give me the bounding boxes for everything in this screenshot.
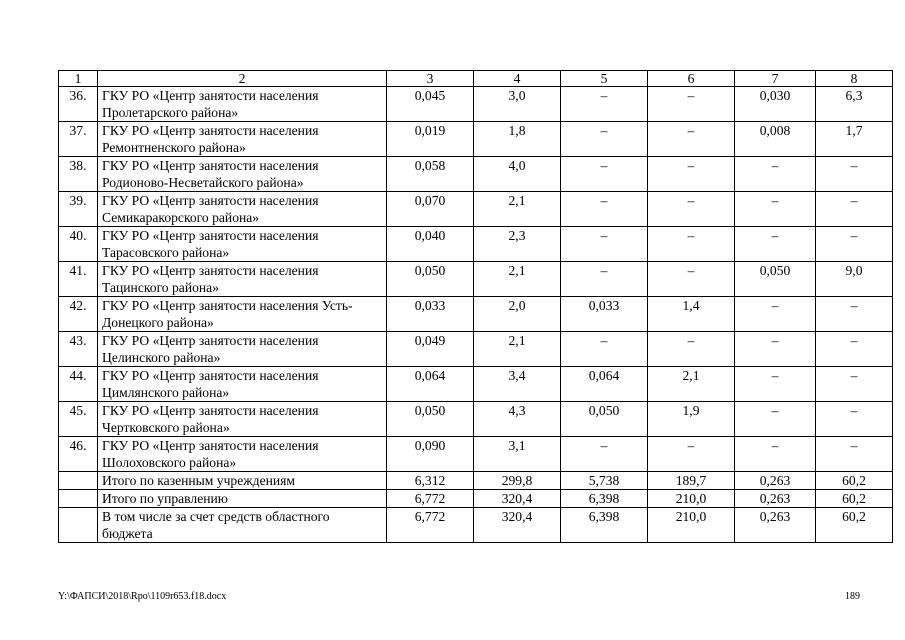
- value-cell: 1,4: [648, 297, 735, 332]
- row-number-cell: 42.: [59, 297, 98, 332]
- value-cell: 320,4: [474, 490, 561, 508]
- value-cell: 0,070: [387, 192, 474, 227]
- value-cell: –: [816, 192, 893, 227]
- value-cell: 60,2: [816, 490, 893, 508]
- value-cell: 4,3: [474, 402, 561, 437]
- institution-name-cell: ГКУ РО «Центр занятости населения Ремонтненского района»: [98, 122, 387, 157]
- value-cell: –: [648, 332, 735, 367]
- table-row: [59, 262, 893, 297]
- column-header: 6: [648, 71, 735, 87]
- table-body: [59, 71, 893, 543]
- value-cell: –: [561, 157, 648, 192]
- value-cell: 3,0: [474, 87, 561, 122]
- value-cell: 3,1: [474, 437, 561, 472]
- value-cell: 3,4: [474, 367, 561, 402]
- value-cell: 0,050: [735, 262, 816, 297]
- table-row: [59, 367, 893, 402]
- value-cell: –: [735, 437, 816, 472]
- value-cell: –: [648, 122, 735, 157]
- value-cell: 2,1: [648, 367, 735, 402]
- value-cell: 2,1: [474, 332, 561, 367]
- institution-name-cell: ГКУ РО «Центр занятости населения Родионово-Несветайского района»: [98, 157, 387, 192]
- value-cell: 0,030: [735, 87, 816, 122]
- table-row: [59, 87, 893, 122]
- value-cell: 6,3: [816, 87, 893, 122]
- column-header: 4: [474, 71, 561, 87]
- total-row: [59, 472, 893, 490]
- value-cell: –: [816, 437, 893, 472]
- row-number-cell: 38.: [59, 157, 98, 192]
- value-cell: –: [561, 437, 648, 472]
- value-cell: 1,7: [816, 122, 893, 157]
- value-cell: 0,049: [387, 332, 474, 367]
- value-cell: 6,398: [561, 508, 648, 543]
- value-cell: –: [648, 262, 735, 297]
- value-cell: –: [561, 262, 648, 297]
- value-cell: 9,0: [816, 262, 893, 297]
- value-cell: –: [735, 367, 816, 402]
- value-cell: –: [816, 332, 893, 367]
- value-cell: 6,772: [387, 508, 474, 543]
- table-row: [59, 192, 893, 227]
- value-cell: 0,033: [387, 297, 474, 332]
- total-row: [59, 490, 893, 508]
- value-cell: 0,050: [387, 262, 474, 297]
- value-cell: –: [648, 437, 735, 472]
- value-cell: 299,8: [474, 472, 561, 490]
- value-cell: 320,4: [474, 508, 561, 543]
- institution-name-cell: Итого по казенным учреждениям: [98, 472, 387, 490]
- table-row: [59, 227, 893, 262]
- column-header: 3: [387, 71, 474, 87]
- value-cell: –: [735, 297, 816, 332]
- table-row: [59, 297, 893, 332]
- row-number-cell: [59, 490, 98, 508]
- institution-name-cell: ГКУ РО «Центр занятости населения Семикаракорского района»: [98, 192, 387, 227]
- value-cell: 6,398: [561, 490, 648, 508]
- value-cell: 4,0: [474, 157, 561, 192]
- value-cell: –: [816, 297, 893, 332]
- value-cell: 0,050: [561, 402, 648, 437]
- institution-name-cell: Итого по управлению: [98, 490, 387, 508]
- row-number-cell: 37.: [59, 122, 98, 157]
- value-cell: 0,090: [387, 437, 474, 472]
- value-cell: –: [735, 227, 816, 262]
- value-cell: –: [735, 332, 816, 367]
- value-cell: 0,008: [735, 122, 816, 157]
- value-cell: 0,045: [387, 87, 474, 122]
- value-cell: 60,2: [816, 472, 893, 490]
- value-cell: 0,019: [387, 122, 474, 157]
- value-cell: –: [648, 192, 735, 227]
- value-cell: 0,263: [735, 472, 816, 490]
- value-cell: 0,263: [735, 508, 816, 543]
- value-cell: 2,3: [474, 227, 561, 262]
- value-cell: 1,8: [474, 122, 561, 157]
- column-header: 2: [98, 71, 387, 87]
- value-cell: 0,050: [387, 402, 474, 437]
- value-cell: –: [648, 157, 735, 192]
- row-number-cell: 44.: [59, 367, 98, 402]
- column-header: 1: [59, 71, 98, 87]
- institution-name-cell: ГКУ РО «Центр занятости населения Чертковского района»: [98, 402, 387, 437]
- table-row: [59, 402, 893, 437]
- institution-name-cell: В том числе за счет средств областного бюджета: [98, 508, 387, 543]
- institution-name-cell: ГКУ РО «Центр занятости населения Пролетарского района»: [98, 87, 387, 122]
- institution-name-cell: ГКУ РО «Центр занятости населения Тацинского района»: [98, 262, 387, 297]
- value-cell: –: [561, 87, 648, 122]
- value-cell: 2,1: [474, 262, 561, 297]
- page-number: 189: [845, 591, 860, 602]
- value-cell: 210,0: [648, 490, 735, 508]
- value-cell: 0,040: [387, 227, 474, 262]
- table-row: [59, 122, 893, 157]
- row-number-cell: 46.: [59, 437, 98, 472]
- column-header: 5: [561, 71, 648, 87]
- value-cell: –: [561, 227, 648, 262]
- value-cell: –: [735, 402, 816, 437]
- value-cell: 0,064: [387, 367, 474, 402]
- total-row: [59, 508, 893, 543]
- row-number-cell: [59, 508, 98, 543]
- column-header: 7: [735, 71, 816, 87]
- table-row: [59, 437, 893, 472]
- budget-table: [58, 70, 893, 543]
- value-cell: –: [816, 402, 893, 437]
- table-header-row: [59, 71, 893, 87]
- institution-name-cell: ГКУ РО «Центр занятости населения Целинского района»: [98, 332, 387, 367]
- value-cell: 60,2: [816, 508, 893, 543]
- value-cell: –: [561, 192, 648, 227]
- value-cell: 0,033: [561, 297, 648, 332]
- row-number-cell: 45.: [59, 402, 98, 437]
- value-cell: 6,772: [387, 490, 474, 508]
- row-number-cell: 40.: [59, 227, 98, 262]
- value-cell: 0,058: [387, 157, 474, 192]
- value-cell: 2,1: [474, 192, 561, 227]
- column-header: 8: [816, 71, 893, 87]
- value-cell: 5,738: [561, 472, 648, 490]
- institution-name-cell: ГКУ РО «Центр занятости населения Шолоховского района»: [98, 437, 387, 472]
- institution-name-cell: ГКУ РО «Центр занятости населения Цимлянского района»: [98, 367, 387, 402]
- value-cell: 210,0: [648, 508, 735, 543]
- value-cell: –: [735, 192, 816, 227]
- value-cell: –: [561, 122, 648, 157]
- value-cell: –: [816, 367, 893, 402]
- table-row: [59, 332, 893, 367]
- value-cell: 1,9: [648, 402, 735, 437]
- value-cell: –: [816, 157, 893, 192]
- value-cell: –: [648, 227, 735, 262]
- value-cell: –: [561, 332, 648, 367]
- institution-name-cell: ГКУ РО «Центр занятости населения Тарасовского района»: [98, 227, 387, 262]
- table-row: [59, 157, 893, 192]
- row-number-cell: 39.: [59, 192, 98, 227]
- row-number-cell: [59, 472, 98, 490]
- value-cell: –: [648, 87, 735, 122]
- value-cell: 6,312: [387, 472, 474, 490]
- value-cell: –: [816, 227, 893, 262]
- value-cell: 2,0: [474, 297, 561, 332]
- value-cell: 0,064: [561, 367, 648, 402]
- value-cell: 0,263: [735, 490, 816, 508]
- file-path: Y:\ФАПСИ\2018\Rpo\1109r653.f18.docx: [58, 591, 227, 602]
- row-number-cell: 43.: [59, 332, 98, 367]
- value-cell: –: [735, 157, 816, 192]
- institution-name-cell: ГКУ РО «Центр занятости населения Усть-Донецкого района»: [98, 297, 387, 332]
- row-number-cell: 41.: [59, 262, 98, 297]
- value-cell: 189,7: [648, 472, 735, 490]
- row-number-cell: 36.: [59, 87, 98, 122]
